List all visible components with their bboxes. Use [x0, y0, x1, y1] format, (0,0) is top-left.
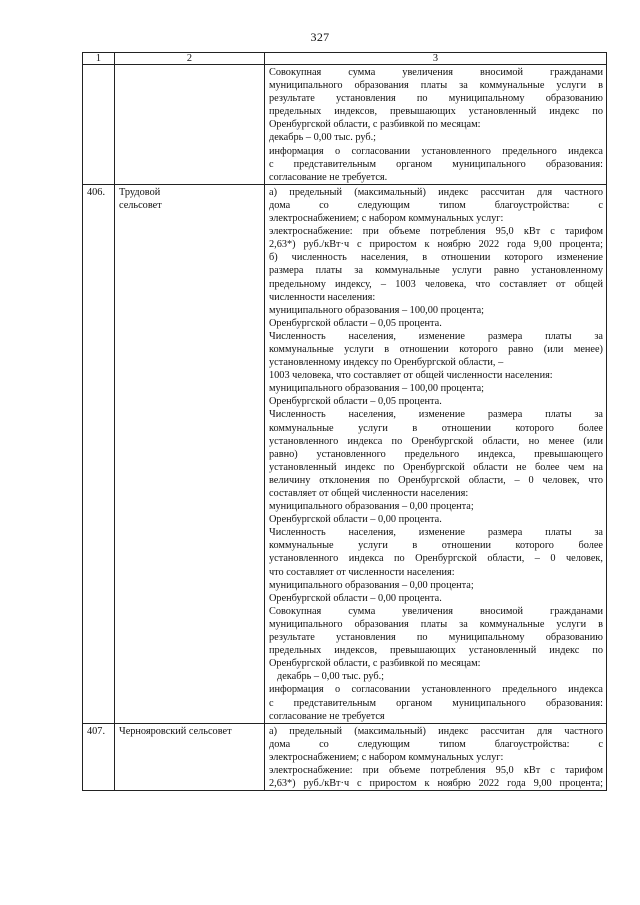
description-cell [265, 723, 607, 790]
column-number-3: 3 [265, 53, 607, 65]
description-cell [265, 65, 607, 185]
table-row-406 [83, 184, 607, 723]
text-line: Оренбургской области – 0,00 процента. [269, 592, 442, 604]
text-line: муниципального образования – 0,00 процента; [269, 579, 474, 591]
text-line: муниципального образования – 0,00 процента; [269, 501, 474, 513]
text-line: 2,63*) руб./кВт·ч с приростом к ноябрю 2022 года 9,00 процента; [269, 778, 603, 790]
municipal-index-table [82, 52, 607, 791]
text-line: численности населения: [269, 291, 376, 303]
text-line: а) предельный (максимальный) индекс рассчитан для частного [269, 186, 603, 198]
text-line: информация о согласовании установленного предельного индекса [269, 145, 603, 157]
text-line: электроснабжение: при объеме потребления 95,0 кВт с тарифом [269, 226, 603, 238]
text-line: дома со следующим типом благоустройства: с [269, 738, 603, 750]
municipality-name-cell [115, 723, 265, 790]
text-line: информация о согласовании установленного предельного индекса [269, 684, 603, 696]
text-line: дома со следующим типом благоустройства: с [269, 199, 603, 211]
column-number-2: 2 [115, 53, 265, 65]
column-number-row [83, 53, 607, 65]
text-line: коммунальные услуги в отношении которого равно (или менее) [269, 343, 603, 355]
text-line: величину отклонения по Оренбургской области, – 0 человек, что [269, 474, 603, 486]
text-line: Численность населения, изменение размера платы за [269, 409, 603, 421]
text-line: декабрь – 0,00 тыс. руб.; [277, 671, 385, 683]
text-line: равно) установленного предельного индекса, превышающего [269, 448, 603, 460]
text-line: предельных индексов, превышающих установленный индекс по [269, 106, 603, 118]
text-line: коммунальные услуги в отношении которого более [269, 540, 603, 552]
text-line: Оренбургской области, с разбивкой по месяцам: [269, 119, 481, 131]
municipality-name-cell [115, 65, 265, 185]
row-number-cell: 406. [83, 184, 115, 723]
text-line: согласование не требуется [269, 710, 385, 722]
municipality-name-cell [115, 184, 265, 723]
text-line: предельных индексов, превышающих установленный индекс по [269, 645, 603, 657]
text-line: результате установления по муниципальному образованию [269, 632, 603, 644]
text-line: Численность населения, изменение размера платы за [269, 527, 603, 539]
text-line: электроснабжение: при объеме потребления 95,0 кВт с тарифом [269, 764, 603, 776]
text-line: результате установления по муниципальному образованию [269, 93, 603, 105]
text-line: установленного индекса по Оренбургской области, – 0 человек, [269, 553, 603, 565]
text-line: предельному индексу, – 1003 человека, что составляет от общей [269, 278, 603, 290]
text-line: 2,63*) руб./кВт·ч с приростом к ноябрю 2022 года 9,00 процента; [269, 239, 603, 251]
text-line: муниципального образования – 100,00 процента; [269, 383, 485, 395]
continuation-row [83, 65, 607, 185]
text-line: Оренбургской области, с разбивкой по месяцам: [269, 658, 481, 670]
text-line: б) численность населения, в отношении которого изменение [269, 252, 603, 264]
text-line: размера платы за коммунальные услуги равно установленному [269, 265, 603, 277]
text-line: электроснабжением; с набором коммунальных услуг: [269, 213, 504, 225]
text-line: Оренбургской области – 0,05 процента. [269, 317, 442, 329]
column-number-1: 1 [83, 53, 115, 65]
text-line: Оренбургской области – 0,05 процента. [269, 396, 442, 408]
row-number-cell: 407. [83, 723, 115, 790]
row-number-cell [83, 65, 115, 185]
text-line: электроснабжением; с набором коммунальных услуг: [269, 751, 504, 763]
text-line: с представительным органом муниципального образования: [269, 697, 603, 709]
text-line: муниципального образования – 100,00 процента; [269, 304, 485, 316]
text-line: 1003 человека, что составляет от общей численности населения: [269, 370, 553, 382]
text-line: с представительным органом муниципального образования: [269, 158, 603, 170]
text-line: установленному индексу по Оренбургской области, – [269, 357, 504, 369]
text-line: декабрь – 0,00 тыс. руб.; [269, 132, 377, 144]
page-number: 327 [310, 30, 330, 44]
description-cell [265, 184, 607, 723]
text-line: муниципального образования платы за коммунальные услуги в [269, 80, 603, 92]
municipality-name: Чернояровский сельсовет [119, 725, 232, 737]
text-line: составляет от общей численности населения: [269, 488, 469, 499]
text-line: что составляет от численности населения: [269, 566, 455, 578]
municipality-name: Трудовой сельсовет [119, 186, 162, 211]
text-line: Численность населения, изменение размера платы за [269, 330, 603, 342]
text-line: Совокупная сумма увеличения вносимой гражданами [269, 67, 603, 78]
text-line: Совокупная сумма увеличения вносимой гражданами [269, 605, 603, 617]
text-line: а) предельный (максимальный) индекс рассчитан для частного [269, 725, 603, 737]
table-row-407 [83, 723, 607, 790]
text-line: согласование не требуется. [269, 171, 388, 183]
text-line: коммунальные услуги в отношении которого более [269, 422, 603, 434]
text-line: установленный индекс по Оренбургской области не более чем на [269, 461, 603, 473]
text-line: Оренбургской области – 0,00 процента. [269, 514, 442, 526]
text-line: муниципального образования платы за коммунальные услуги в [269, 618, 603, 630]
text-line: установленного индекса по Оренбургской области, но менее (или [269, 435, 603, 447]
